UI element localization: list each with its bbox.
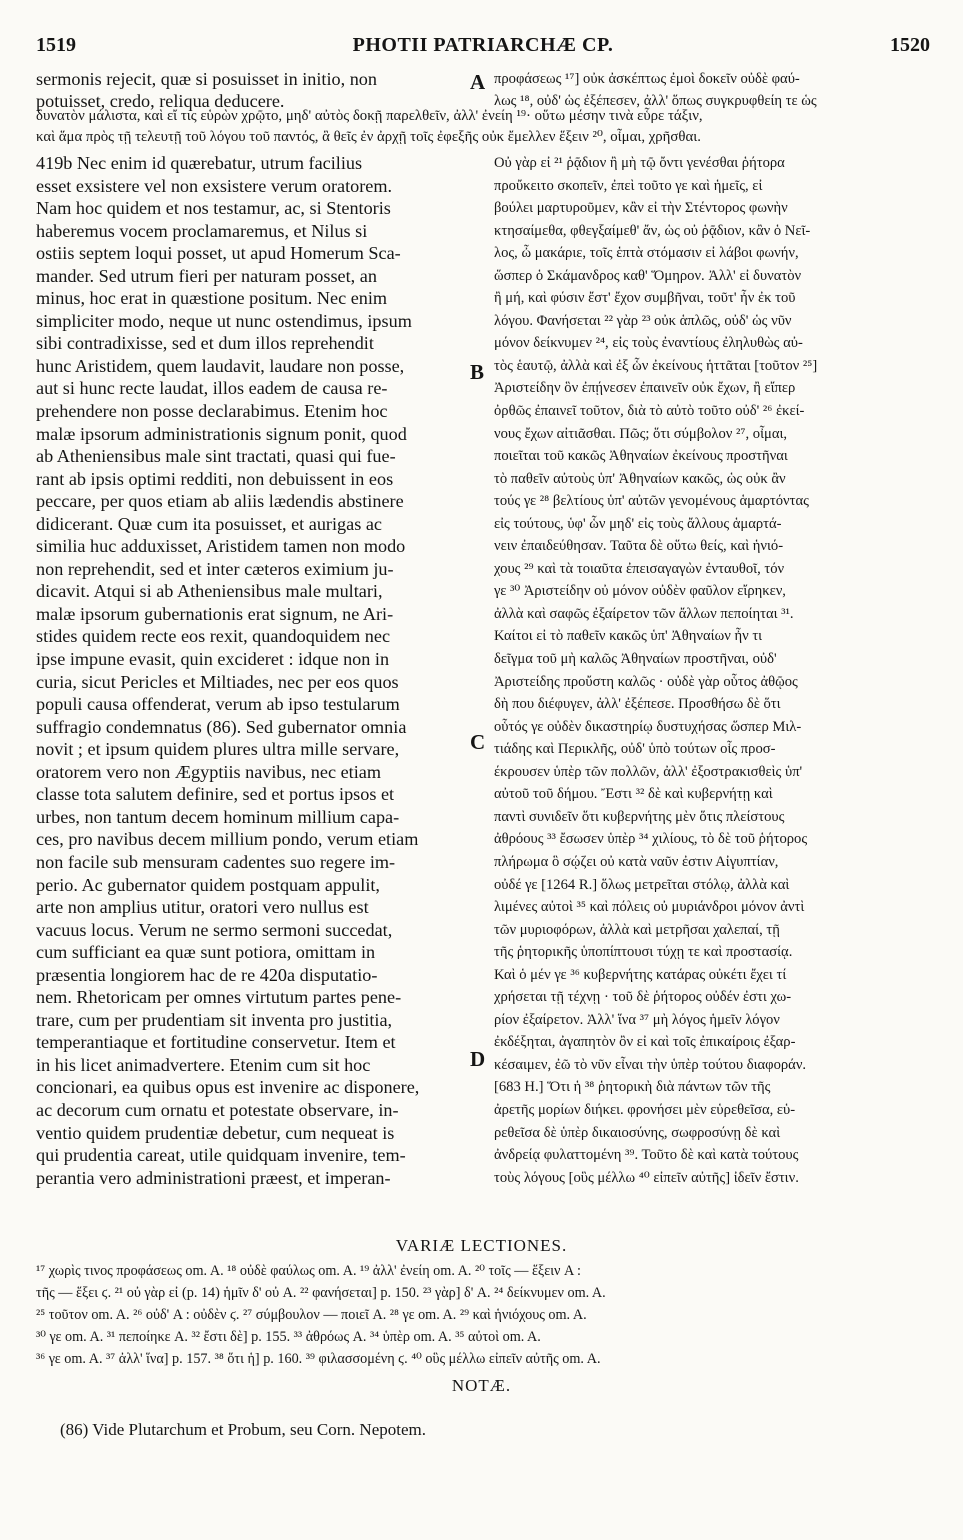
greek-line: τῶν μυριοφόρων, ἀλλὰ καὶ μετρῆσαι χαλεπαί, τῇ	[494, 921, 780, 938]
latin-line: novit ; et ipsum quidem plures ultra mille servare,	[36, 739, 400, 760]
greek-line: Καίτοι εἰ τὸ παθεῖν κακῶς ὑπ' Ἀθηναίων ἦν τι	[494, 628, 763, 645]
greek-line: λος, ὦ μακάριε, τοῖς ἑπτὰ στόμασιν εἰ λάβοι φωνήν,	[494, 245, 799, 262]
greek-line: αὐτοῦ τοῦ δήμου. Ἔστι ³² δὲ καὶ κυβερνήτῃ καὶ	[494, 786, 773, 803]
greek-line: ρίον ἐξαίρετον. Ἀλλ' ἵνα ³⁷ μὴ λόγος ἡμεῖν λόγον	[494, 1011, 780, 1028]
greek-line: ἀλλὰ καὶ σαφῶς ἐξαίρετον τῶν ἄλλων πεποίηται ³¹.	[494, 605, 794, 622]
greek-line: χους ²⁹ καὶ τὰ τοιαῦτα ἐπεισαγαγὼν ἐνταυθοῖ, τόν	[494, 560, 785, 577]
greek-line: ὀρθῶς ἐπαινεῖ τοῦτον, διὰ τὸ αὐτὸ τοῦτο οὐδ' ²⁶ ἐκεί-	[494, 403, 805, 420]
latin-line: trare, cum per prudentiam sit inventa pro justitia,	[36, 1009, 393, 1030]
greek-line: Καὶ ὁ μέν γε ³⁶ κυβερνήτης κατάρας οὐκέτι ἔχει τί	[494, 966, 787, 983]
variant-line: ²⁵ τοῦτον om. A. ²⁶ οὐδ' A : οὐδὲν ϛ. ²⁷ σύμβουλον — ποιεῖ A. ²⁸ γε om. A. ²⁹ καὶ ἡνιόχους om. A.	[36, 1307, 587, 1323]
greek-line: έκρουσεν ὑπὲρ τῶν πολλῶν, ἀλλ' ἐξοστρακισθεὶς ὑπ'	[494, 763, 803, 780]
latin-column	[36, 152, 468, 1189]
latin-line: ab Atheniensibus male sint tractati, quasi qui fue-	[36, 446, 396, 467]
greek-line: κέσαιμεν, ἐῶ τὸ νῦν εἶναι τὴν ὑπὲρ τούτου διαφοράν.	[494, 1056, 807, 1073]
greek-line: δεῖγμα τοῦ μὴ καλῶς Ἀθηναίων προστῆναι, οὐδ'	[494, 651, 777, 668]
greek-line: Οὐ γὰρ εἰ ²¹ ῥᾷδιον ἢ μὴ τῷ ὄντι γενέσθαι ῥήτορα	[494, 155, 785, 171]
latin-line: vacuus locus. Verum ne sermo sermoni succedat,	[36, 919, 393, 940]
greek-line: πλήρωμα ὃ σῴζει οὐ κατὰ ναῦν ἐστιν Αἰγυπτίαν,	[494, 853, 779, 870]
latin-line: aut si hunc recte laudat, illos eadem de causa re-	[36, 378, 388, 399]
greek-line: λιμένες αὐτοὶ ³⁵ καὶ πόλεις οὐ μυριάνδροι μόνον ἀντὶ	[494, 899, 805, 916]
greek-line: γε ³⁰ Ἀριστείδην οὐ μόνον οὐδὲν φαῦλον εἴρηκεν,	[494, 583, 786, 600]
variant-line: ³⁶ γε om. A. ³⁷ ἀλλ' ἵνα] p. 157. ³⁸ ὅτι ἡ] p. 160. ³⁹ φιλασσομένη ϛ. ⁴⁰ οὓς μέλλω εἰπεῖν αὐτῆς om. A.	[36, 1351, 601, 1367]
greek-column	[494, 152, 930, 1189]
latin-line: ces, pro navibus decem millium pondo, verum etiam	[36, 829, 419, 850]
greek-line: [683 H.] Ὅτι ἡ ³⁸ ῥητορικὴ διὰ πάντων τῶν τῆς	[494, 1079, 771, 1096]
latin-line: ipse impune evasit, quin excideret : idque non in	[36, 649, 390, 670]
greek-line: ὥσπερ ὁ Σκάμανδρος καθ' Ὅμηρον. Ἀλλ' εἰ δυνατὸν	[494, 267, 802, 284]
latin-line: oratorem vero non Ægyptiis navibus, nec etiam	[36, 761, 381, 782]
latin-line: perantia vero administrationi præest, et imperan-	[36, 1167, 391, 1188]
latin-line: non facile sub mensuram cadentes suo regere im-	[36, 851, 396, 872]
latin-line: qui prudentia careat, utile quidquam invenire, tem-	[36, 1145, 406, 1166]
greek-line: Ἀριστείδην ὃν ἐπῄνεσεν ἐπαινεῖν οὐκ ἔχων, ἢ εἴπερ	[494, 380, 796, 397]
latin-line: dicavit. Atqui si ab Atheniensibus male multari,	[36, 581, 383, 602]
margin-letter-d: D	[470, 1047, 486, 1071]
page-number-right: 1520	[890, 34, 930, 56]
greek-line: οὗτός γε οὐδὲν δικαστηρίῳ δυστυχήσας ὥσπερ Μιλ-	[494, 718, 802, 735]
text-line: καὶ ἅμα πρὸς τῇ τελευτῇ τοῦ λόγου τοῦ παντός, ἃ θεῖς ἐν ἀρχῇ τοῖς ἐφεξῆς οὐκ ἔμελλεν ἕξειν ²⁰, οἶμαι, χρῆσθαι.	[36, 129, 701, 145]
greek-line: τῆς ῥητορικῆς ὑποπίπτουσι τύχῃ τε καὶ προστασίᾳ.	[494, 944, 793, 961]
greek-line: παντὶ συνιδεῖν ὅτι κυβερνήτης μὲν ὅτις πλείστους	[494, 808, 785, 825]
latin-line: temperantiaque et fortitudine conservetur. Item et	[36, 1032, 396, 1053]
latin-line: curia, sicut Pericles et Miltiades, nec per eos quos	[36, 671, 399, 692]
latin-line: minus, hoc erat in quæstione positum. Nec enim	[36, 288, 388, 309]
greek-line: τοὺς λόγους [οὓς μέλλω ⁴⁰ εἰπεῖν αὐτῆς] ἰδεῖν ἔστιν.	[494, 1169, 799, 1186]
latin-line: mander. Sed utrum fieri per naturam posset, an	[36, 265, 377, 286]
latin-line: populi causa offenderat, verum ab ipso testularum	[36, 694, 400, 715]
greek-line: ρεθεῖσα δὲ ὑπὲρ δικαιοσύνης, σωφροσύνῃ δὲ καὶ	[494, 1124, 781, 1141]
greek-line: ἀρετῆς μορίων διήκει. φρονήσει μὲν εὑρεθεῖσα, εὑ-	[494, 1101, 796, 1118]
variant-line: ³⁰ γε om. A. ³¹ πεποίηκε A. ³² ἔστι δὲ] p. 155. ³³ ἀθρόως A. ³⁴ ὑπὲρ om. A. ³⁵ αὐτοὶ om. A.	[36, 1329, 541, 1345]
latin-line: concionari, ea quibus opus est invenire ac disponere,	[36, 1077, 420, 1098]
greek-line: μόνον δείκνυμεν ²⁴, εἰς τοὺς ἐναντίους ἐληλυθὼς αὐ-	[494, 335, 803, 352]
latin-line: similia huc adduxisset, Aristidem tamen non modo	[36, 536, 406, 557]
greek-line: τὸ παθεῖν αὐτοὺς ὑπ' Ἀθηναίων κακῶς, ὡς οὐκ ἂν	[494, 470, 786, 487]
text-line: προφάσεως ¹⁷] οὐκ ἀσκέπτως ἐμοὶ δοκεῖν οὐδὲ φαύ-	[494, 71, 800, 87]
variae-title: VARIÆ LECTIONES.	[395, 1236, 568, 1255]
latin-line: in his licet animadvertere. Etenim cum sit hoc	[36, 1054, 371, 1075]
greek-line: προὔκειτο σκοπεῖν, ἐπεὶ τοῦτο γε καὶ ἡμεῖς, εἰ	[494, 177, 763, 194]
greek-line: χρήσεται τῇ τέχνῃ · τοῦ δὲ ῥήτορος οὐδέν ἐστι χω-	[494, 989, 792, 1006]
latin-line: malæ ipsorum gubernationis erat signum, ne Ari-	[36, 603, 394, 624]
latin-line: urbes, non tantum decem hominum millium capa-	[36, 806, 400, 827]
latin-line: cum sufficiant ea quæ sunt potiora, omittam in	[36, 942, 376, 963]
greek-line: εἰς τούτους, ὑφ' ὧν μηδ' εἰς τοὺς ἄλλους ἁμαρτά-	[494, 515, 782, 532]
greek-line: ἀνδρείᾳ φυλαττομένη ³⁹. Τοῦτο δὲ καὶ κατὰ τούτους	[494, 1147, 799, 1164]
greek-line: ἢ μή, καὶ φύσιν ἔστ' ἔχον συμβῆναι, τοῦτ' ἦν ἐκ τοῦ	[494, 290, 796, 307]
latin-line: peccare, per quos etiam ab aliis lædendis abstinere	[36, 491, 404, 512]
latin-line: stides quidem recte eos rexit, quandoquidem nec	[36, 626, 391, 647]
latin-line: rant ab ipsis optimi redditi, non debuissent in eos	[36, 468, 394, 489]
greek-line: τούς γε ²⁸ βελτίους ὑπ' αὐτῶν γενομένους ἁμαρτόντας	[494, 493, 809, 510]
latin-line: didicerant. Quæ cum ita posuisset, et aurigas ac	[36, 513, 382, 534]
text-line: δυνατὸν μάλιστα, καὶ εἴ τις εὑρὼν χρῷτο, μηδ' αὐτὸς δοκῇ παρελθεῖν, ἀλλ' ἐνείη ¹⁹· οὕτω μέσην τινὰ εὗρε τάξιν,	[36, 108, 703, 124]
greek-line: τὸς ἑαυτῷ, ἀλλὰ καὶ ἐξ ὧν ἐκείνους ἡττᾶται [τοῦτον ²⁵]	[494, 357, 818, 374]
latin-line: Nam hoc quidem et nos testamur, ac, si Stentoris	[36, 198, 391, 219]
greek-line: ποιεῖται τοῦ κακῶς Ἀθηναίων ἐκείνους προστῆναι	[494, 448, 788, 465]
greek-line: λόγου. Φανήσεται ²² γὰρ ²³ οὐκ ἁπλῶς, οὐδ' ὡς νῦν	[494, 312, 792, 329]
latin-line: simpliciter modo, neque ut nunc ostendimus, ipsum	[36, 310, 412, 331]
latin-line: esset exsistere vel non exsistere verum oratorem.	[36, 175, 393, 196]
latin-line: hunc Aristidem, quem laudavit, laudare non posse,	[36, 355, 405, 376]
footnote-86: (86) Vide Plutarchum et Probum, seu Corn. Nepotem.	[60, 1420, 426, 1439]
greek-line: νους ἔχων αἰτιᾶσθαι. Πῶς; ὅτι σύμβολον ²⁷, οἶμαι,	[494, 425, 788, 442]
latin-line: præsentia longiorem hac de re 420a disputatio-	[36, 964, 378, 985]
latin-line: 419b Nec enim id quærebatur, utrum facilius	[36, 153, 363, 173]
page-number-left: 1519	[36, 34, 76, 56]
greek-line: ἀθρόους ³³ ἔσωσεν ὑπὲρ ³⁴ χιλίους, τὸ δὲ τοῦ ῥήτορος	[494, 831, 808, 848]
full-width-greek	[36, 106, 930, 148]
latin-line: arte non amplius utitur, oratori vero nullus est	[36, 897, 369, 918]
variant-line: ¹⁷ χωρὶς τινος προφάσεως om. A. ¹⁸ οὐδὲ φαύλως om. A. ¹⁹ ἀλλ' ἐνείη om. A. ²⁰ τοῖς — ἕξειν A :	[36, 1263, 581, 1279]
latin-line: prehendere non posse declarabimus. Etenim hoc	[36, 401, 388, 422]
latin-line: ostiis septem loqui posset, ut apud Homerum Sca-	[36, 243, 401, 264]
margin-letter-b: B	[470, 360, 485, 384]
greek-line: δὴ που διέφυγεν, ἀλλ' ἐξέπεσε. Προσθήσω δὲ ὅτι	[494, 696, 781, 713]
latin-line: ventio quidem prudentiæ debetur, cum nequeat is	[36, 1122, 395, 1143]
margin-letter-c: C	[470, 730, 486, 754]
greek-line: βούλει μαρτυροῦμεν, κἂν εἰ τὴν Στέντορος φωνὴν	[494, 200, 788, 217]
variant-line: τῆς — ἕξει ϛ. ²¹ οὐ γὰρ εἰ (p. 14) ἡμῖν δ' οὐ A. ²² φανήσεται] p. 150. ²³ γὰρ] δ' A. ²⁴ δείκνυμεν om. A.	[36, 1285, 606, 1301]
text-line: potuisset, credo, reliqua deducere.	[36, 91, 285, 111]
latin-line: haberemus vocem proclamaremus, et Nilus si	[36, 220, 368, 241]
running-title: PHOTII PATRIARCHÆ CP.	[352, 34, 614, 56]
greek-line: ἐκδέξηται, ἀγαπητὸν ὂν εἰ καὶ τοῖς ἐπικαίροις ἐξαρ-	[494, 1034, 796, 1051]
greek-line: κτησαίμεθα, φθεγξαίμεθ' ἄν, ὡς οὐ ῥᾷδιον, κἂν ὁ Νεῖ-	[494, 222, 811, 239]
greek-line: νειν ἐπαιδεύθησαν. Ταῦτα δὲ οὕτω θείς, καὶ ἡνιό-	[494, 538, 784, 555]
latin-line: non reprehendit, sed et inter cæteros eximium ju-	[36, 558, 394, 579]
latin-line: perio. Ac gubernator quidem postquam appulit,	[36, 874, 380, 895]
greek-line: Ἀριστείδης προὔστη καλῶς · οὐδὲ γὰρ οὗτος ἀθῷος	[494, 673, 798, 690]
latin-line: nem. Rhetoricam per omnes virtutum partes pene-	[36, 987, 402, 1008]
page-header	[36, 34, 930, 58]
notae-title: NOTÆ.	[451, 1376, 512, 1395]
text-line: λως ¹⁸, οὐδ' ὡς ἐξέπεσεν, ἀλλ' ὅπως συγκρυφθείη τε ὡς	[494, 93, 817, 109]
latin-line: sibi contradixisse, sed et dum illos reprehendit	[36, 333, 374, 354]
greek-line: τιάδης καὶ Περικλῆς, οὐδ' ὑπὸ τούτων οἷς προσ-	[494, 741, 776, 758]
text-line: sermonis rejecit, quæ si posuisset in initio, non	[36, 69, 377, 89]
latin-line: classe tota salutem definire, sed et portus ipsos et	[36, 784, 395, 805]
latin-line: malæ ipsorum administrationis signum ponit, quod	[36, 423, 407, 444]
margin-letter-a: A	[470, 70, 486, 94]
latin-line: ac decorum cum ornatu et potestate observare, in-	[36, 1099, 399, 1120]
greek-line: οὐδέ γε [1264 R.] ὅλως μετρεῖται στόλῳ, ἀλλὰ καὶ	[494, 876, 790, 893]
variae-lectiones	[36, 1260, 936, 1370]
latin-line: suffragio condemnatus (86). Sed gubernator omnia	[36, 716, 407, 737]
